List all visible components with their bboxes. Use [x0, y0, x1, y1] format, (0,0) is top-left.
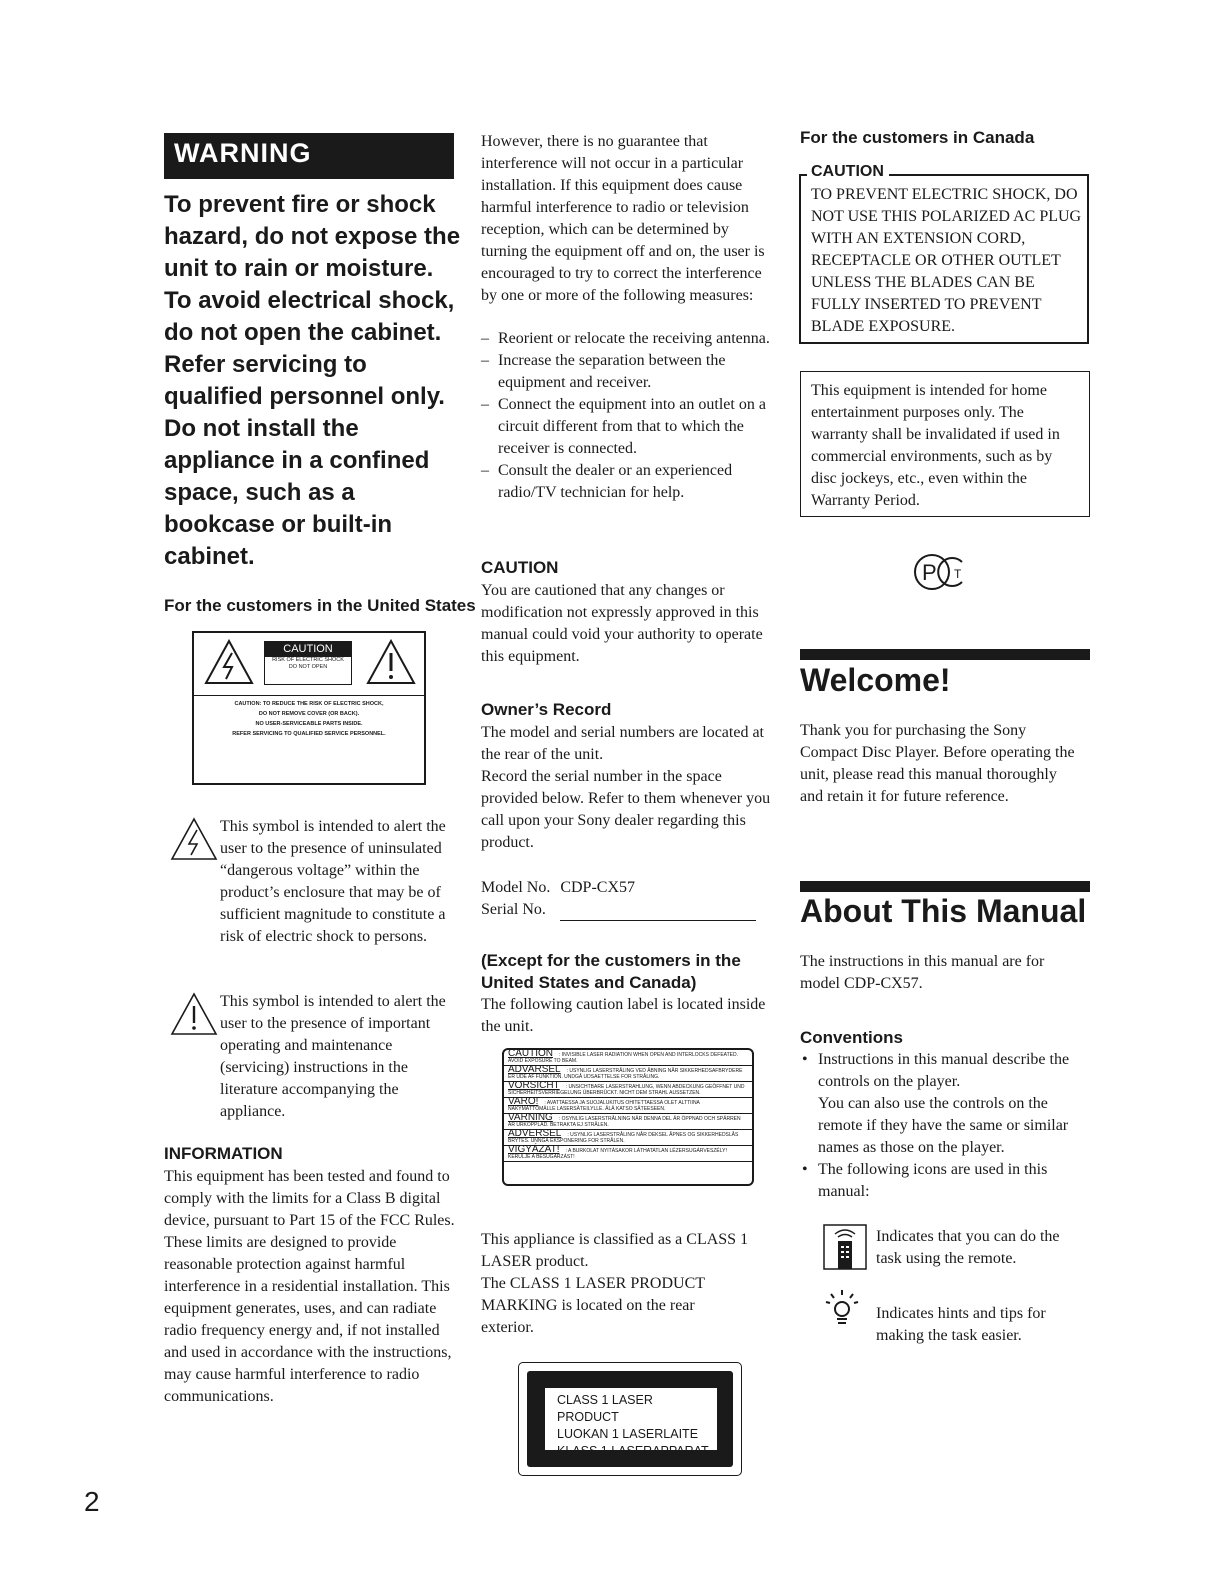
laser-label-lang: ADVARSEL — [508, 1064, 561, 1075]
pct-certification-icon — [910, 552, 972, 592]
interference-text: However, there is no guarantee that interference will not occur in a particular installation. If this equipment does cause harmful interference to radio or television reception, which can be determined by turning the equipment off and on, the user is encouraged to try to correct the interference by one or more of the following measures: — [481, 133, 765, 304]
caution-label-text — [194, 695, 424, 784]
us-customers-heading: For the customers in the United States — [164, 596, 476, 615]
serial-number — [481, 899, 773, 921]
lightning-warning-icon — [170, 817, 218, 861]
owners-record-heading: Owner’s Record — [481, 700, 612, 719]
list-item: – Connect the equipment into an outlet on a circuit different from that to which the receiver is connected. — [481, 394, 773, 460]
model-number — [481, 877, 773, 899]
class-label-line: KLASS 1 LASERAPPARAT — [557, 1444, 709, 1458]
serial-blank-line — [560, 906, 756, 921]
exclamation-warning-icon — [170, 992, 218, 1036]
class1-laser-label — [518, 1362, 742, 1476]
instructions-symbol-text: This symbol is intended to alert the user to the presence of important operating and maintenance (servicing) instructions in the literature accompanying the appliance. — [220, 993, 446, 1120]
except-heading: (Except for the customers in the United States and Canada) — [481, 951, 741, 992]
laser-label-lang: VIGYÁZAT! — [508, 1144, 560, 1155]
canada-caution-title: CAUTION — [811, 163, 888, 181]
caution-tag — [264, 641, 352, 685]
list-item: – Consult the dealer or an experienced radio/TV technician for help. — [481, 460, 773, 504]
lightning-warning-icon — [204, 639, 254, 685]
list-item: – Increase the separation between the equipment and receiver. — [481, 350, 773, 394]
warning-banner — [164, 133, 454, 179]
laser-label-lang: VARNING — [508, 1112, 553, 1123]
about-heading: About This Manual — [800, 893, 1087, 929]
us-caution-label — [192, 631, 426, 785]
laser-label-text: : AVATTAESSA JA SUOJALUKITUS OHITETTAESSA OLET ALTTIINA NÄKYMÄTTÖMÄLLE LASERSÄTEILYLLE. ÄLÄ KATSO SÄTEESEEN. — [508, 1100, 700, 1112]
laser-label-lang: CAUTION — [508, 1048, 553, 1059]
svg-text:P: P — [922, 560, 937, 585]
voltage-symbol-text: This symbol is intended to alert the user to the presence of uninsulated “dangerous voltage” within the product’s enclosure that may be of sufficient magnitude to constitute a risk of electric shock to persons. — [220, 818, 446, 945]
laser-label-lang: VORSICHT — [508, 1080, 560, 1091]
caution-tag-line: DO NOT OPEN — [288, 664, 328, 670]
caution-label-line: DO NOT REMOVE COVER (OR BACK). — [258, 711, 360, 717]
laser-label-text: : A BURKOLAT NYITÁSAKOR LÁTHATATLAN LÉZERSUGÁRVESZÉLY! KERÜLJE A BESUGÁRZÁST! — [508, 1148, 727, 1160]
information-text: This equipment has been tested and found to comply with the limits for a Class B digital device, pursuant to Part 15 of the FCC Rules. These limits are designed to provide reasonable protection against harmful interference in a residential installation. This equipment generates, uses, and can radiate radio frequency energy and, if not installed and used in accordance with the instructions, may cause harmful interference to radio communications. — [164, 1168, 455, 1405]
class-label-line: CLASS 1 LASER PRODUCT — [557, 1393, 653, 1424]
laser-label-text: : INVISIBLE LASER RADIATION WHEN OPEN AND INTERLOCKS DEFEATED. AVOID EXPOSURE TO BEAM. — [508, 1052, 739, 1064]
remote-icon — [823, 1224, 867, 1270]
class-text: This appliance is classified as a CLASS 1 LASER product. — [481, 1231, 749, 1270]
tip-icon-text: Indicates hints and tips for making the task easier. — [876, 1305, 1046, 1344]
svg-text:T: T — [954, 567, 962, 581]
caution-heading: CAUTION — [481, 558, 559, 577]
class-label-line: LUOKAN 1 LASERLAITE — [557, 1427, 699, 1441]
class1-plate — [544, 1387, 718, 1458]
warning-title: WARNING — [174, 138, 312, 168]
except-text: The following caution label is located inside the unit. — [481, 996, 766, 1035]
caution-label-line: CAUTION: TO REDUCE THE RISK OF ELECTRIC SHOCK, — [234, 701, 384, 707]
caution-label-line: REFER SERVICING TO QUALIFIED SERVICE PERSONNEL. — [232, 731, 386, 737]
measures-list — [481, 328, 773, 504]
conventions-heading: Conventions — [800, 1028, 903, 1047]
laser-label-text: : UNSICHTBARE LASERSTRAHLUNG, WENN ABDECKUNG GEÖFFNET UND SICHERHEITSVERRIEGELUNG ÜBERBRÜCKT. NICHT DEM STRAHL AUSSETZEN. — [508, 1084, 745, 1096]
canada-caution-text: TO PREVENT ELECTRIC SHOCK, DO NOT USE THIS POLARIZED AC PLUG WITH AN EXTENSION CORD, RECEPTACLE OR OTHER OUTLET UNLESS THE BLADES CAN BE FULLY INSERTED TO PREVENT BLADE EXPOSURE. — [811, 186, 1082, 335]
laser-label-text: : OSYNLIG LASERSTRÅLNING NÄR DENNA DEL ÄR ÖPPNAD OCH SPÄRREN ÄR URKOPPLAD. BETRAKTA EJ STRÅLEN. — [508, 1116, 741, 1128]
caution-label-line: NO USER-SERVICEABLE PARTS INSIDE. — [255, 721, 363, 727]
laser-label-row — [504, 1146, 752, 1162]
remote-icon-text: Indicates that you can do the task using the remote. — [876, 1228, 1060, 1267]
about-text: The instructions in this manual are for model CDP-CX57. — [800, 953, 1045, 992]
laser-label-text: : USYNLIG LASERSTRÅLING NÅR DEKSEL ÅPNES OG SIKKERHEDSLÅS BRYTES. UNNGÅ EKSPONERING FOR STRÅLEN. — [508, 1132, 739, 1144]
owners-record-text: The model and serial numbers are located at the rear of the unit. — [481, 724, 764, 763]
laser-label-lang: ADVERSEL — [508, 1128, 562, 1139]
model-value: CDP-CX57 — [560, 879, 636, 896]
welcome-heading: Welcome! — [800, 662, 951, 698]
laser-label-text: : USYNLIG LASERSTRÅLING VED ÅBNING NÅR SIKKERHEDSAFBRYDERE ER UDE AF FUNKTION. UNDGÅ UDSAETTELSE FOR STRÅLING. — [508, 1068, 743, 1080]
caution-tag-title: CAUTION — [265, 642, 351, 657]
serial-label: Serial No. — [481, 901, 546, 918]
information-heading: INFORMATION — [164, 1144, 283, 1163]
laser-label-row — [504, 1082, 752, 1098]
convention-text: Instructions in this manual describe the controls on the player. — [818, 1051, 1070, 1090]
canada-caution-box — [799, 163, 1089, 344]
page-number: 2 — [84, 1486, 100, 1517]
list-item: • The following icons are used in this manual: — [800, 1159, 1080, 1203]
welcome-text: Thank you for purchasing the Sony Compact Disc Player. Before operating the unit, please read this manual thoroughly and retain it for future reference. — [800, 722, 1075, 805]
list-item — [800, 1049, 1080, 1159]
home-use-notice: This equipment is intended for home entertainment purposes only. The warranty shall be invalidated if used in commercial environments, such as by disc jockeys, etc., even within the Warranty Period. — [800, 371, 1090, 517]
conventions-list — [800, 1049, 1080, 1203]
model-label: Model No. — [481, 879, 551, 896]
caution-tag-line: RISK OF ELECTRIC SHOCK — [272, 657, 344, 663]
list-item: – Reorient or relocate the receiving antenna. — [481, 328, 773, 350]
caution-text: You are cautioned that any changes or modification not expressly approved in this manual could void your authority to operate this equipment. — [481, 582, 763, 665]
canada-heading: For the customers in Canada — [800, 128, 1035, 147]
laser-caution-label — [502, 1048, 754, 1186]
class-marking-text: The CLASS 1 LASER PRODUCT MARKING is located on the rear exterior. — [481, 1275, 705, 1336]
section-rule — [800, 881, 1090, 892]
warning-text: To prevent fire or shock hazard, do not expose the unit to rain or moisture. To avoid electrical shock, do not open the cabinet. Refer servicing to qualified personnel only. Do not install the appliance in a confined space, such as a bookcase or built-in cabinet. — [164, 191, 461, 570]
section-rule — [800, 649, 1090, 660]
convention-text: You can also use the controls on the remote if they have the same or similar names as those on the player. — [818, 1095, 1069, 1156]
laser-label-lang: VARO! — [508, 1096, 539, 1107]
owners-record-text-2: Record the serial number in the space provided below. Refer to them whenever you call upon your Sony dealer regarding this product. — [481, 768, 771, 851]
lightbulb-tip-icon — [822, 1288, 862, 1332]
exclamation-warning-icon — [366, 639, 416, 685]
